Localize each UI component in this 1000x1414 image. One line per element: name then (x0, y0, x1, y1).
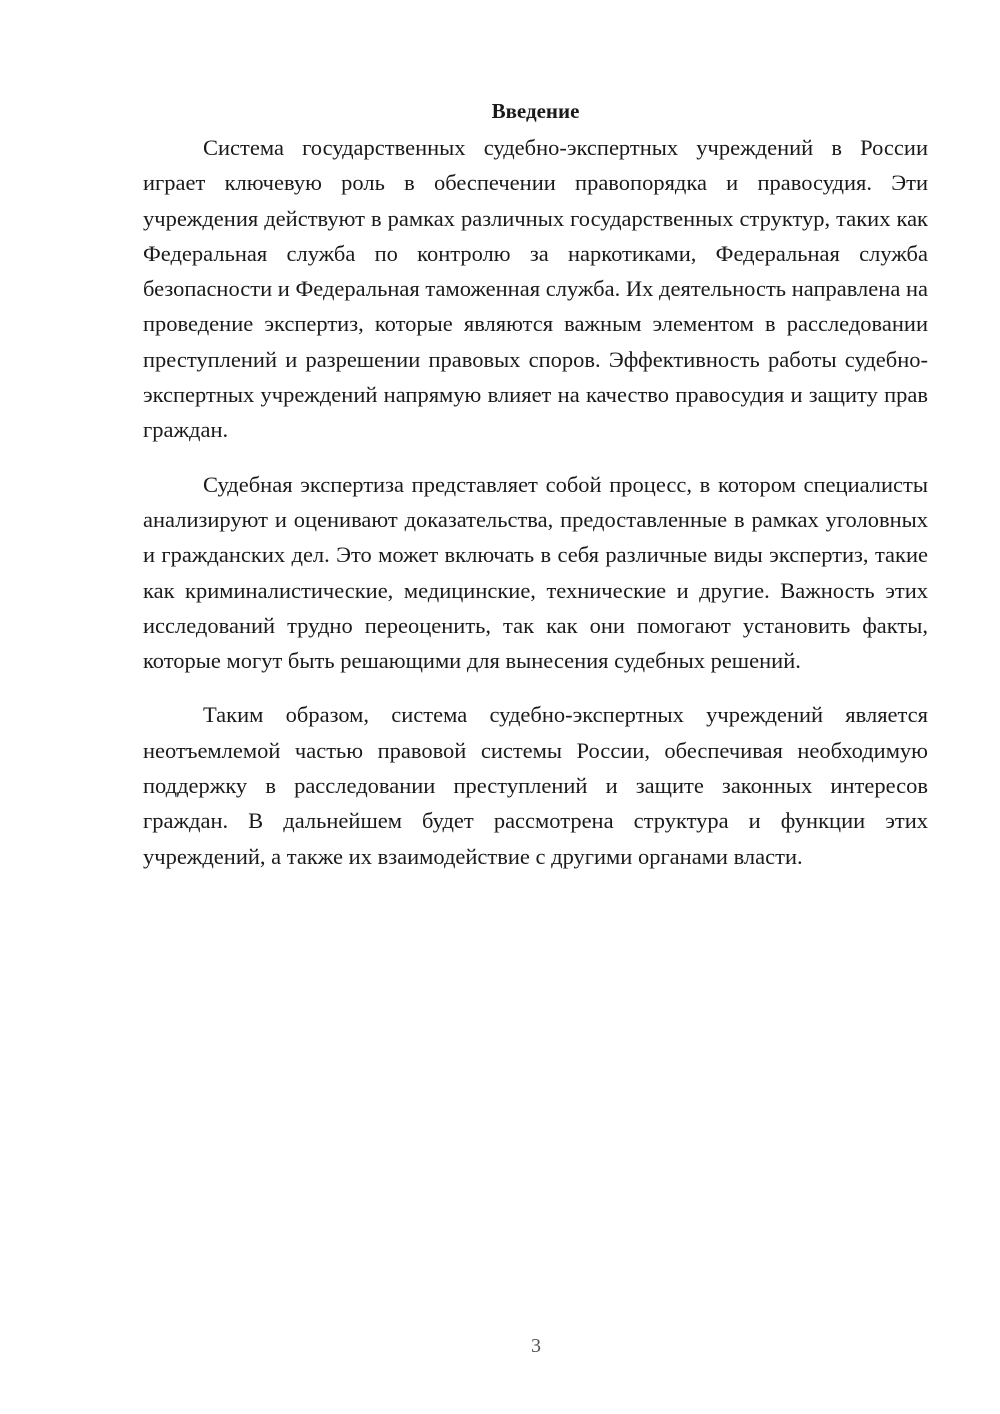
paragraph-3: Таким образом, система судебно-экспертных учреждений является неотъемлемой частью правовой системы России, обеспечивая необходимую поддержку в расследовании преступлений и защите законных интересов граждан. В дальнейшем будет рассмотрена структура и функции этих учреждений, а также их взаимодействие с другими органами власти. (143, 702, 928, 869)
page-number: 3 (531, 1335, 541, 1357)
paragraph-1: Система государственных судебно-экспертных учреждений в России играет ключевую роль в обеспечении правопорядка и правосудия. Эти учреждения действуют в рамках различных государственных структур, таких как Федеральная служба по контролю за наркотиками, Федеральная служба безопасности и Федеральная таможенная служба. Их деятельность направлена на проведение экспертиз, которые являются важным элементом в расследовании преступлений и разрешении правовых споров. Эффективность работы судебно-экспертных учреждений напрямую влияет на качество правосудия и защиту прав граждан. (143, 135, 928, 443)
paragraph-2: Судебная экспертиза представляет собой процесс, в котором специалисты анализируют и оценивают доказательства, предоставленные в рамках уголовных и гражданских дел. Это может включать в себя различные виды экспертиз, такие как криминалистические, медицинские, технические и другие. Важность этих исследований трудно переоценить, так как они помогают установить факты, которые могут быть решающими для вынесения судебных решений. (143, 471, 928, 674)
section-heading: Введение (491, 99, 580, 123)
page-content (143, 96, 928, 893)
